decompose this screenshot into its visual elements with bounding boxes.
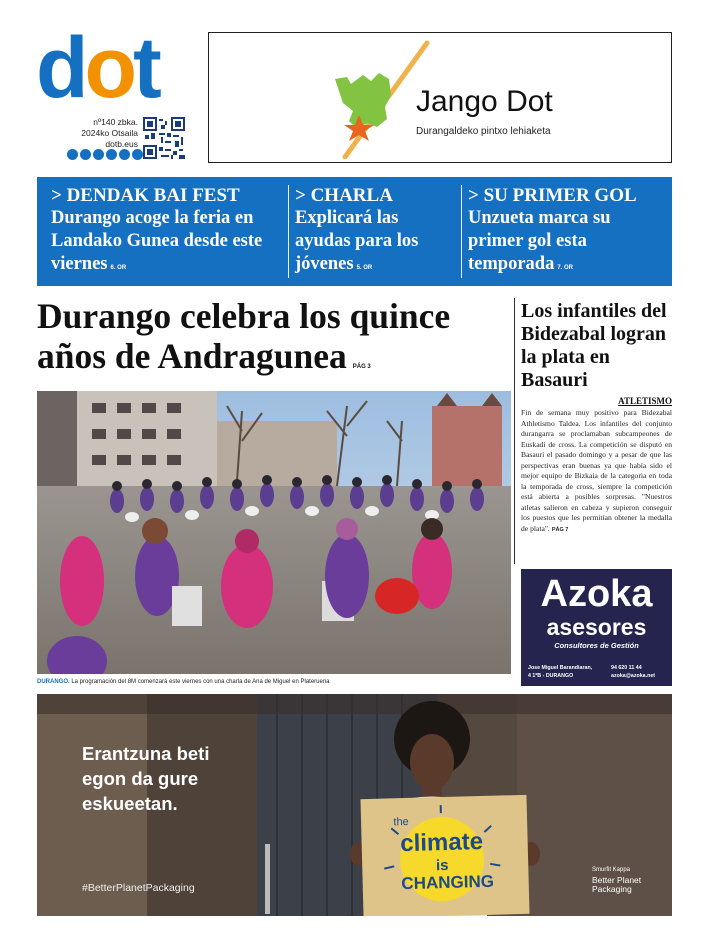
headline-text: Durango celebra los quince años de Andragunea xyxy=(37,296,451,376)
issue-date: 2024ko Otsaila xyxy=(81,128,138,138)
brand-line: Better Planet xyxy=(592,874,642,885)
page-ref: 6. OR xyxy=(110,265,127,271)
instagram-icon[interactable] xyxy=(93,149,104,160)
teaser-text: Durango acoge la feria en Landako Gunea desde este viernes xyxy=(51,208,263,274)
teaser-text: Unzueta marca su primer gol esta temporada xyxy=(468,208,611,274)
teaser-kicker: > DENDAK BAI FEST xyxy=(51,185,240,206)
logo-letter-o: o xyxy=(84,20,134,116)
side-headline[interactable]: Los infantiles del Bidezabal logran la plata en Basauri xyxy=(521,300,667,391)
teaser-item[interactable] xyxy=(295,185,455,280)
issue-info xyxy=(40,117,138,150)
side-body-text: Fin de semana muy positivo para Bidezabal Athletismo Taldea. Los infantiles del conjunto durangarra se proclamaban subcampeones de Euskadi de cross. La competición se disputó en Basauri el pasado domingo y a pesar de que las perspectivas eran buenas ya que había sido el mejor equipo de Bizkaia de la categoria en toda la temporada de cross, siempre la competición está abierta a posibles sorpresas. "Nuestros atletas salieron en cabeza y supieron conseguir los puestos que les permitían obtener la medalla de plata". xyxy=(521,408,672,533)
address-line: Jose Miguel Barandiaran, xyxy=(528,665,593,671)
brand-line: Packaging xyxy=(592,884,632,894)
azoka-address xyxy=(528,665,592,680)
climate-sign xyxy=(360,795,529,916)
azoka-ad[interactable] xyxy=(521,569,672,686)
sign-line-climate: climate xyxy=(399,828,484,858)
page-ref: PÁG 3 xyxy=(352,364,371,370)
caption-place: DURANGO. xyxy=(37,679,70,685)
sign-line-the: the xyxy=(393,815,409,829)
sign-line-changing: CHANGING xyxy=(401,871,495,894)
azoka-line2: asesores xyxy=(546,614,647,640)
page-ref: 5. OR xyxy=(356,265,373,271)
teaser-text: Explicará las ayudas para los jóvenes xyxy=(295,208,419,274)
sign-line-is: is xyxy=(435,856,449,875)
divider xyxy=(288,185,289,278)
column-divider xyxy=(514,298,515,564)
azoka-name: Azoka xyxy=(540,573,653,615)
teaser-kicker: > CHARLA xyxy=(295,185,393,206)
main-photo[interactable] xyxy=(37,391,511,674)
facebook-icon[interactable] xyxy=(67,149,78,160)
address-line: 4 1ºB - DURANGO xyxy=(528,672,574,679)
brand-small: Smurfit Kappa xyxy=(592,867,631,873)
issue-number: nº140 zbka. xyxy=(93,117,138,127)
azoka-phone[interactable]: 94 620 11 44 xyxy=(611,665,642,671)
divider xyxy=(461,185,462,278)
azoka-contact xyxy=(611,665,655,680)
azoka-email[interactable]: azoka@azoka.net xyxy=(611,672,656,679)
ad-title: Jango Dot xyxy=(416,85,553,118)
ad-subtitle: Durangaldeko pintxo lehiaketa xyxy=(416,126,551,137)
email-icon[interactable] xyxy=(119,149,130,160)
brand-logo[interactable] xyxy=(592,866,641,895)
teaser-item[interactable] xyxy=(468,185,668,280)
smurfit-kappa-ad[interactable] xyxy=(37,694,672,916)
teaser-kicker: > SU PRIMER GOL xyxy=(468,185,637,206)
azoka-tagline: Consultores de Gestión xyxy=(554,641,639,650)
youtube-icon[interactable] xyxy=(106,149,117,160)
social-icons xyxy=(67,149,143,160)
teaser-item[interactable] xyxy=(51,185,291,280)
side-kicker: ATLETISMO xyxy=(618,396,672,406)
dot-logo[interactable] xyxy=(36,20,196,116)
main-headline[interactable] xyxy=(37,296,512,387)
teaser-banner xyxy=(37,177,672,286)
jango-dot-ad[interactable] xyxy=(208,32,672,163)
ad-hashtag: #BetterPlanetPackaging xyxy=(82,882,195,894)
rss-icon[interactable] xyxy=(132,149,143,160)
website-link[interactable]: dotb.eus xyxy=(105,139,138,149)
photo-caption xyxy=(37,679,517,685)
page-ref: 7. OR xyxy=(557,265,573,271)
page-ref: PÁG 7 xyxy=(551,526,569,533)
drummers-photo xyxy=(37,391,511,674)
side-body xyxy=(521,408,672,535)
logo-letter-d: d xyxy=(36,20,85,116)
twitter-icon[interactable] xyxy=(80,149,91,160)
ad-headline: Erantzuna beti egon da gure eskueetan. xyxy=(82,743,210,814)
logo-letter-t: t xyxy=(133,20,158,116)
qr-code-icon[interactable] xyxy=(143,117,185,159)
caption-text: La programación del 8M comenzará este viernes con una charla de Ana de Miguel en Plateruena xyxy=(71,679,330,685)
